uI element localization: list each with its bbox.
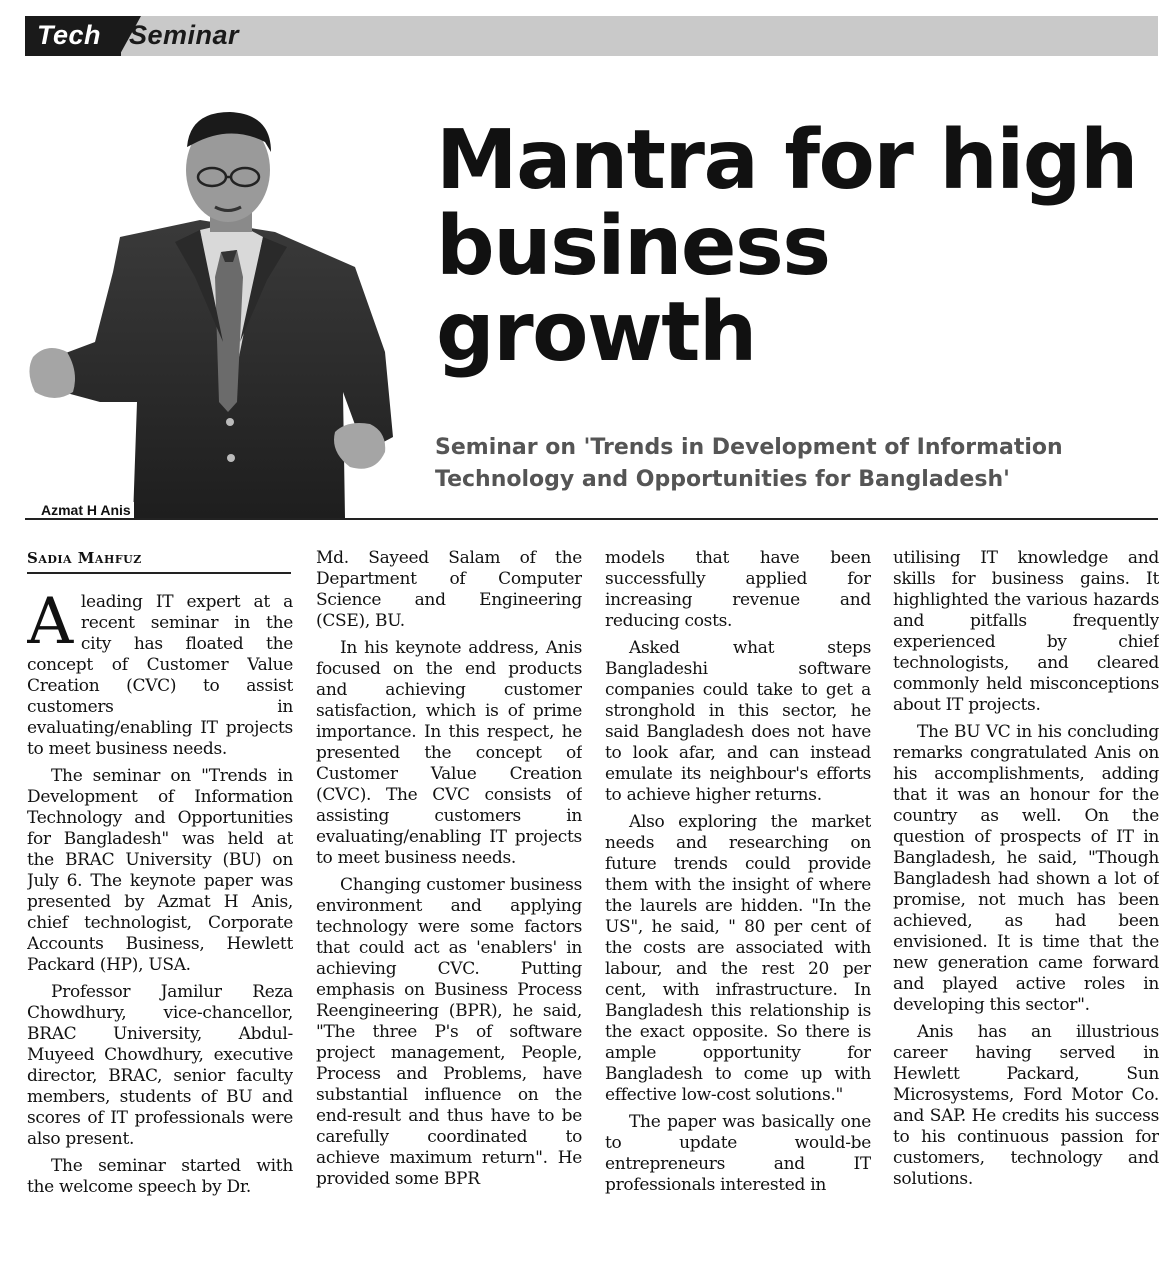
article-paragraph: In his keynote address, Anis focused on the end products and achieving customer satisfaction, which is of prime importance. In this respect, he presented the concept of Customer Value Creation (CVC). The CVC consists of assisting customers in evaluating/enabling IT projects to meet business needs.: [316, 638, 582, 868]
article-column-4: [893, 548, 1159, 1253]
article-paragraph: Changing customer business environment and applying technology were some factors that could act as 'enablers' in achieving CVC. Putting emphasis on Business Process Reengineering (BPR), he said, "The three P's of software project management, People, Process and Problems, have substantial influence on the end-result and thus have to be carefully coordinated to achieve maximum return". He provided some BPR: [316, 875, 582, 1189]
article-paragraph: The paper was basically one to update would-be entrepreneurs and IT professionals interested in: [605, 1112, 871, 1195]
article-column-3: [605, 548, 871, 1253]
subheadline: Seminar on 'Trends in Development of Information Technology and Opportunities for Bangladesh': [435, 435, 1063, 492]
article-paragraph: Professor Jamilur Reza Chowdhury, vice-chancellor, BRAC University, Abdul-Muyeed Chowdhury, executive director, BRAC, senior faculty members, students of BU and scores of IT professionals were also present.: [27, 982, 293, 1149]
article-column-1: [27, 548, 293, 1253]
section-name: Seminar: [129, 20, 240, 50]
speaker-photo: [25, 102, 400, 518]
headline-divider: [25, 518, 1158, 520]
article-paragraph: Asked what steps Bangladeshi software companies could take to get a stronghold in this sector, he said Bangladesh does not have to look afar, and can instead emulate its neighbour's efforts to achieve higher returns.: [605, 638, 871, 805]
section-banner: [25, 16, 1158, 56]
article-paragraph: Anis has an illustrious career having served in Hewlett Packard, Sun Microsystems, Ford Motor Co. and SAP. He credits his success to his continuous passion for customers, technology and solutions.: [893, 1022, 1159, 1189]
drop-cap: A: [27, 585, 73, 659]
photo-caption: Azmat H Anis: [38, 502, 134, 518]
article-column-2: [316, 548, 582, 1253]
article-paragraph: Also exploring the market needs and researching on future trends could provide them with the insight of where the laurels are hidden. "In the US", he said, " 80 per cent of the costs are associated with labour, and the rest 20 per cent, with infrastructure. In Bangladesh this relationship is the exact opposite. So there is ample opportunity for Bangladesh to come up with effective low-cost solutions.": [605, 812, 871, 1105]
article-paragraph-continued: Md. Sayeed Salam of the Department of Computer Science and Engineering (CSE), BU.: [316, 548, 582, 631]
byline: Sadia Mahfuz: [27, 548, 291, 574]
article-paragraph: The seminar on "Trends in Development of Information Technology and Opportunities for Bangladesh" was held at the BRAC University (BU) on July 6. The keynote paper was presented by Azmat H Anis, chief technologist, Corporate Accounts Business, Hewlett Packard (HP), USA.: [27, 766, 293, 975]
article-paragraph-continued: models that have been successfully applied for increasing revenue and reducing costs.: [605, 548, 871, 631]
section-tag: Tech: [37, 20, 102, 50]
article-paragraph: Aleading IT expert at a recent seminar in the city has floated the concept of Customer Value Creation (CVC) to assist customers in evaluating/enabling IT projects to meet business needs.: [27, 585, 293, 759]
headline: Mantra for high business growth: [436, 113, 1137, 380]
speaker-portrait-icon: [25, 102, 400, 518]
article-paragraph: The seminar started with the welcome speech by Dr.: [27, 1156, 293, 1197]
article-paragraph-continued: utilising IT knowledge and skills for business gains. It highlighted the various hazards and pitfalls frequently experienced by chief technologists, and cleared commonly held misconceptions about IT projects.: [893, 548, 1159, 715]
article-paragraph: The BU VC in his concluding remarks congratulated Anis on his accomplishments, adding that it was an honour for the country as well. On the question of prospects of IT in Bangladesh, he said, "Though Bangladesh had shown a lot of promise, not much has been achieved, as had been envisioned. It is time that the new generation came forward and played active roles in developing this sector".: [893, 722, 1159, 1015]
